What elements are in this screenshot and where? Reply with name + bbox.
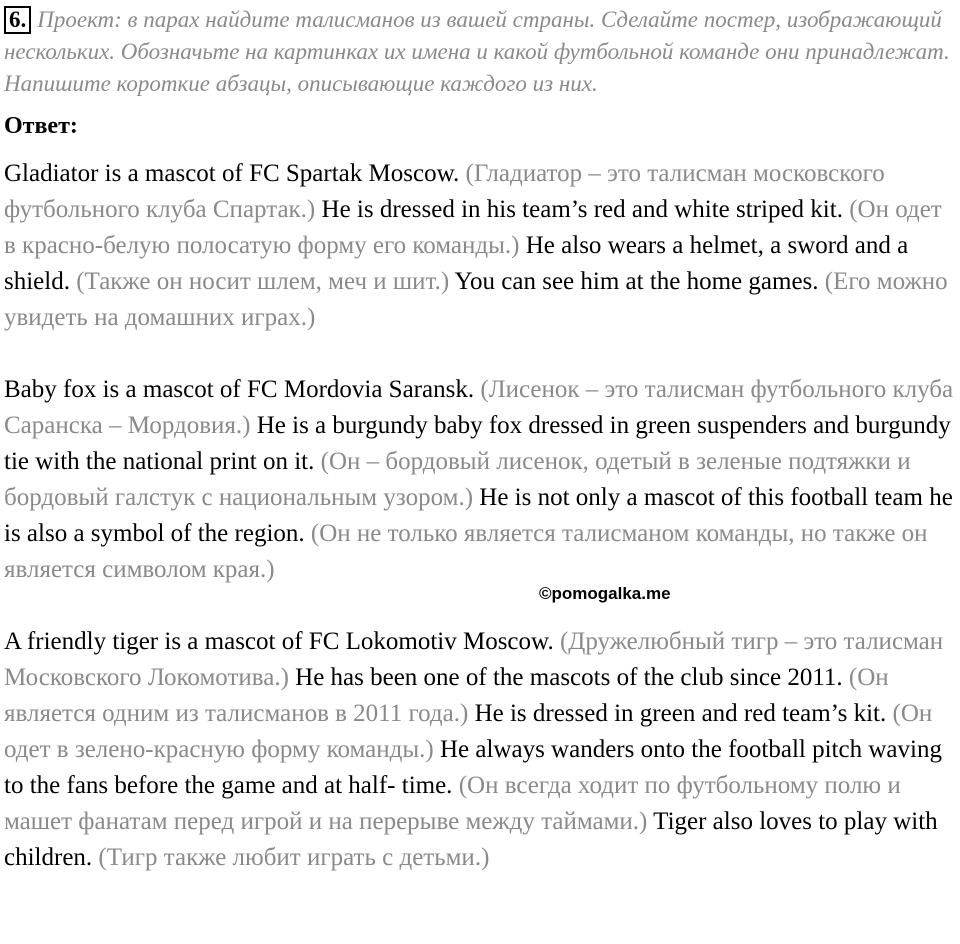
answer-paragraph bbox=[4, 624, 954, 876]
answer-paragraph bbox=[4, 372, 954, 588]
english-sentence: He has been one of the mascots of the club since 2011. bbox=[295, 664, 849, 691]
russian-translation: (Его можно увидеть на домашних играх.) bbox=[4, 268, 948, 331]
english-sentence: He always wanders onto the football pitch waving to the fans before the game and at half- time. bbox=[4, 736, 942, 799]
russian-translation: (Гладиатор – это талисман московского футбольного клуба Спартак.) bbox=[4, 160, 885, 223]
english-sentence: Tiger also loves to play with children. bbox=[4, 808, 938, 871]
russian-translation: (Тигр также любит играть с детьми.) bbox=[98, 844, 490, 871]
english-sentence: He is dressed in green and red team’s kit. bbox=[474, 700, 893, 727]
task-statement bbox=[4, 4, 954, 100]
russian-translation: (Он является одним из талисманов в 2011 года.) bbox=[4, 664, 889, 727]
task-number: 6. bbox=[4, 6, 31, 34]
answer-label: Ответ: bbox=[4, 113, 78, 139]
russian-translation: (Он всегда ходит по футбольному полю и машет фанатам перед игрой и на перерыве между таймами.) bbox=[4, 772, 901, 835]
russian-translation: (Также он носит шлем, меч и шит.) bbox=[76, 268, 455, 295]
watermark: ©pomogalka.me bbox=[539, 584, 671, 603]
english-sentence: He is not only a mascot of this football team he is also a symbol of the region. bbox=[4, 484, 953, 547]
russian-translation: (Дружелюбный тигр – это талисман Московского Локомотива.) bbox=[4, 628, 944, 691]
english-sentence: Baby fox is a mascot of FC Mordovia Saransk. bbox=[4, 376, 481, 403]
russian-translation: (Он не только является талисманом команды, но также он является символом края.) bbox=[4, 520, 928, 583]
english-sentence: A friendly tiger is a mascot of FC Lokomotiv Moscow. bbox=[4, 628, 560, 655]
russian-translation: (Он – бордовый лисенок, одетый в зеленые подтяжки и бордовый галстук с национальным узором.) bbox=[4, 448, 911, 511]
russian-translation: (Он одет в красно-белую полосатую форму его команды.) bbox=[4, 196, 942, 259]
russian-translation: (Лисенок – это талисман футбольного клуба Саранска – Мордовия.) bbox=[4, 376, 954, 439]
english-sentence: You can see him at the home games. bbox=[454, 268, 825, 295]
russian-translation: (Он одет в зелено-красную форму команды.) bbox=[4, 700, 933, 763]
task-text: Проект: в парах найдите талисманов из вашей страны. Сделайте постер, изображающий нескольких. Обозначьте на картинках их имена и какой футбольной команде они принадлежат. Напишите короткие абзацы, описывающие каждого из них. bbox=[4, 7, 950, 96]
document-page bbox=[4, 4, 954, 912]
english-sentence: He is dressed in his team’s red and white striped kit. bbox=[321, 196, 850, 223]
english-sentence: He also wears a helmet, a sword and a shield. bbox=[4, 232, 909, 295]
answer-body bbox=[4, 156, 954, 876]
english-sentence: Gladiator is a mascot of FC Spartak Moscow. bbox=[4, 160, 466, 187]
answer-paragraph bbox=[4, 156, 954, 336]
english-sentence: He is a burgundy baby fox dressed in green suspenders and burgundy tie with the national print on it. bbox=[4, 412, 951, 475]
